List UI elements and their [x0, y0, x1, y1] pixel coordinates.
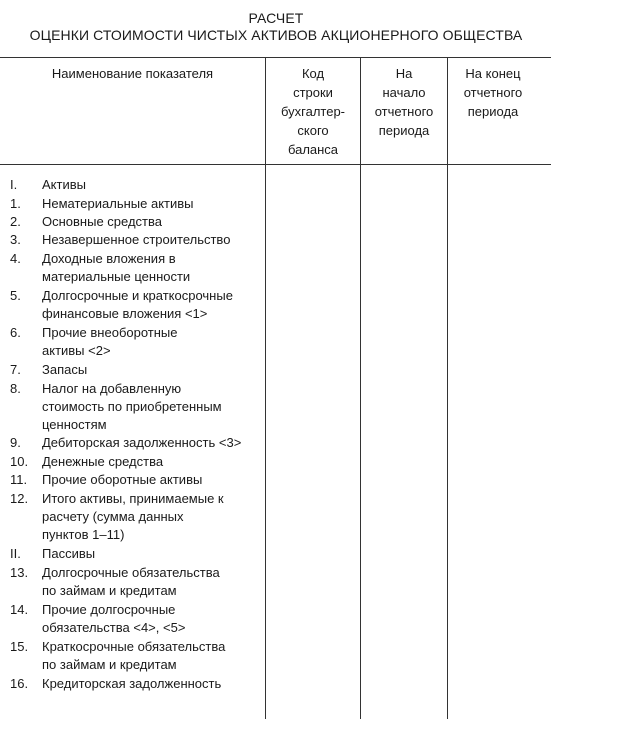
row-label-line: по займам и кредитам	[42, 657, 177, 672]
row-number: 15.	[10, 639, 29, 654]
row-label-line: Прочие внеоборотные	[42, 325, 178, 340]
document-title: РАСЧЕТ	[248, 10, 304, 26]
column-divider-end	[447, 57, 448, 719]
row-label: Денежные средства	[42, 454, 164, 469]
column-header-code: Код строки бухгалтер- ского баланса	[280, 66, 346, 157]
row-label: Кредиторская задолженность	[42, 676, 222, 691]
row-label-line: Налог на добавленную	[42, 381, 182, 396]
row-label	[42, 564, 264, 600]
row-number: 11.	[10, 472, 28, 487]
row-number: 14.	[10, 602, 29, 617]
row-number: 2.	[10, 214, 21, 229]
row-number: 16.	[10, 676, 29, 691]
row-number: 6.	[10, 325, 21, 340]
row-label-line: Долгосрочные обязательства	[42, 565, 220, 580]
row-label-line: Долгосрочные и краткосрочные	[42, 288, 233, 303]
row-label	[42, 490, 264, 544]
header-bottom-border	[0, 164, 551, 165]
row-number: 3.	[10, 232, 21, 247]
row-label-line: расчету (сумма данных	[42, 509, 184, 524]
row-number: II.	[10, 546, 21, 561]
row-label-line: по займам и кредитам	[42, 583, 177, 598]
row-label-line: стоимость по приобретенным	[42, 399, 222, 414]
row-label-line: материальные ценности	[42, 269, 191, 284]
row-label: Незавершенное строительство	[42, 232, 231, 247]
row-label: Запасы	[42, 362, 88, 377]
row-number: 10.	[10, 454, 29, 469]
row-label: Нематериальные активы	[42, 196, 194, 211]
row-label-line: обязательства <4>, <5>	[42, 620, 186, 635]
row-number: 9.	[10, 435, 21, 450]
row-label: Пассивы	[42, 546, 96, 561]
row-label-line: Краткосрочные обязательства	[42, 639, 226, 654]
row-label	[42, 324, 264, 360]
row-label	[42, 287, 264, 323]
row-number: 8.	[10, 381, 21, 396]
row-number: 13.	[10, 565, 29, 580]
table-top-border	[0, 57, 551, 58]
row-label	[42, 250, 264, 286]
row-number: 12.	[10, 491, 29, 506]
row-number: 5.	[10, 288, 21, 303]
row-number: I.	[10, 177, 18, 192]
row-number: 4.	[10, 251, 21, 266]
row-label: Прочие оборотные активы	[42, 472, 203, 487]
row-label-line: финансовые вложения <1>	[42, 306, 208, 321]
row-label	[42, 380, 264, 434]
row-label: Активы	[42, 177, 86, 192]
column-header-name: Наименование показателя	[51, 66, 214, 81]
row-label-line: Прочие долгосрочные	[42, 602, 176, 617]
row-number: 7.	[10, 362, 21, 377]
row-number: 1.	[10, 196, 21, 211]
document-subtitle: ОЦЕНКИ СТОИМОСТИ ЧИСТЫХ АКТИВОВ АКЦИОНЕРНОГО ОБЩЕСТВА	[29, 27, 523, 43]
row-label-line: ценностям	[42, 417, 107, 432]
row-label: Дебиторская задолженность <3>	[42, 435, 242, 450]
row-label-line: Доходные вложения в	[42, 251, 176, 266]
column-header-end: На конец отчетного периода	[463, 66, 523, 119]
row-label	[42, 601, 264, 637]
row-label	[42, 638, 264, 674]
column-divider-start	[360, 57, 361, 719]
row-label-line: Итого активы, принимаемые к	[42, 491, 224, 506]
row-label-line: пунктов 1–11)	[42, 527, 125, 542]
row-label: Основные средства	[42, 214, 162, 229]
column-header-start: На начало отчетного периода	[374, 66, 434, 138]
row-label-line: активы <2>	[42, 343, 111, 358]
